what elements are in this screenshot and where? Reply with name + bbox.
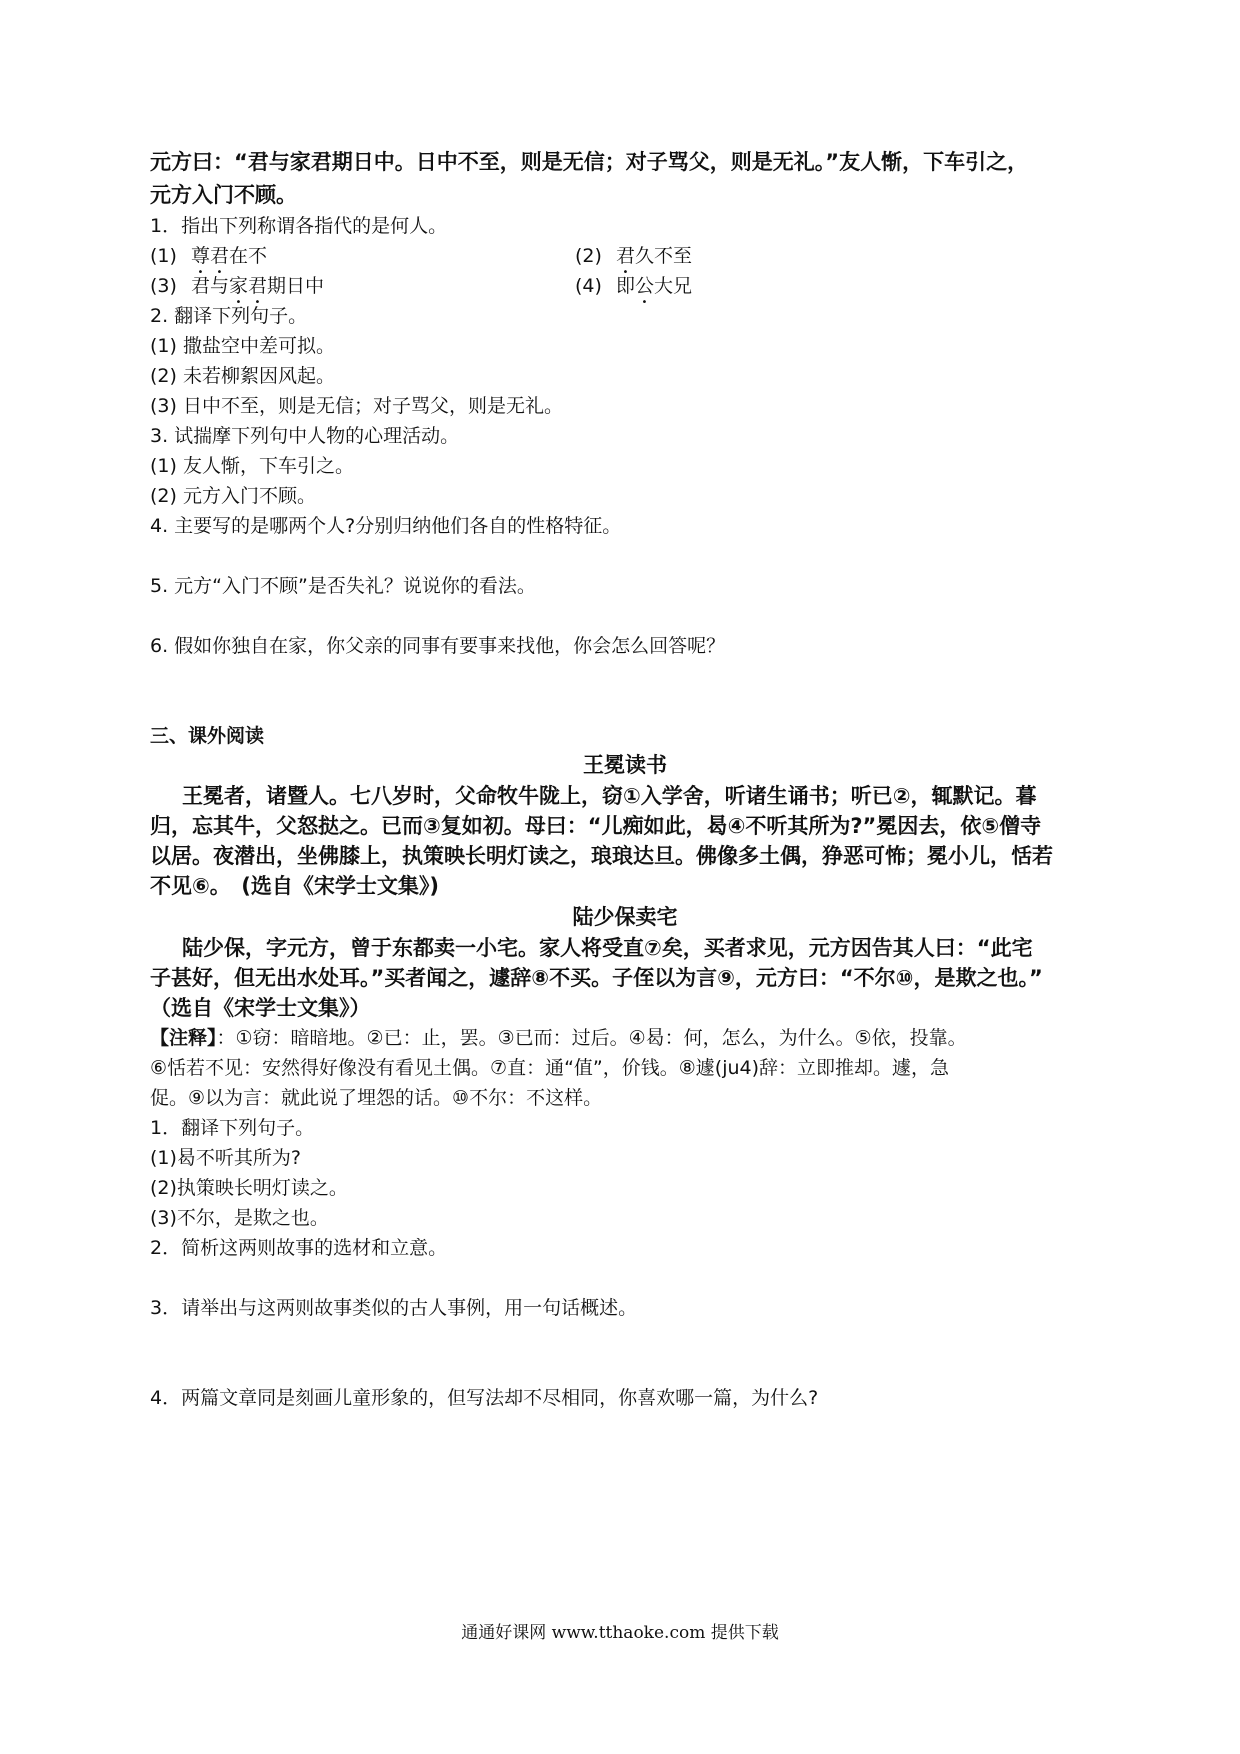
question-title: 4．两篇文章同是刻画儿童形象的，但写法却不尽相同，你喜欢哪一篇，为什么? <box>150 1387 819 1409</box>
notes-label: 【注释】 <box>150 1027 217 1049</box>
q2-item: (2) 未若柳絮因风起。 <box>150 365 335 387</box>
item-text: 在不 <box>228 245 267 267</box>
q2-item: (3) 日中不至，则是无信；对子骂父，则是无礼。 <box>150 395 563 417</box>
notes-text: ：①窃：暗暗地。②已：止，罢。③已而：过后。④曷：何，怎么，为什么。⑤依，投靠。 <box>216 1027 967 1049</box>
q1-item <box>575 244 692 278</box>
q-item: (3)不尔，是欺之也。 <box>150 1207 329 1229</box>
story-line: （选自《宋学士文集》） <box>150 996 371 1020</box>
q1-item <box>575 274 692 308</box>
q-item: (1)曷不听其所为? <box>150 1147 301 1169</box>
story-line: 不见⑥。 (选自《宋学士文集》) <box>150 874 439 898</box>
emphasized-text: 君 <box>615 245 635 267</box>
item-text: 久不至 <box>634 245 692 267</box>
q1-item <box>150 274 324 308</box>
story-line: 王冕者，诸暨人。七八岁时，父命牧牛陇上，窃①入学舍，听诸生诵书；听已②，辄默记。暮 <box>182 784 1037 808</box>
q-item: (2)执策映长明灯读之。 <box>150 1177 348 1199</box>
question-title: 3. 试揣摩下列句中人物的心理活动。 <box>150 425 460 447</box>
story-line: 子甚好，但无出水处耳。”买者闻之，遽辞⑧不买。子侄以为言⑨，元方曰：“不尔⑩，是欺之也。” <box>150 966 1043 990</box>
item-number: (2) <box>575 245 602 267</box>
story-title: 陆少保卖宅 <box>572 905 678 929</box>
emphasized-text: 公 <box>634 275 654 297</box>
story-line: 归，忘其牛，父怒挞之。已而③复如初。母曰：“儿痴如此，曷④不听其所为?”冕因去，依⑤僧寺 <box>150 814 1042 838</box>
item-text: 即 <box>615 275 635 297</box>
question-title: 6. 假如你独自在家，你父亲的同事有要事来找他，你会怎么回答呢？ <box>150 635 726 657</box>
question-title: 5. 元方“入门不顾”是否失礼？说说你的看法。 <box>150 575 536 597</box>
q2-item: (1) 撒盐空中差可拟。 <box>150 335 335 357</box>
question-title: 2．简析这两则故事的选材和立意。 <box>150 1237 448 1259</box>
question-title: 4. 主要写的是哪两个人?分别归纳他们各自的性格特征。 <box>150 515 622 537</box>
item-number: (3) <box>150 275 177 297</box>
question-title: 2. 翻译下列句子。 <box>150 305 308 327</box>
question-title: 3．请举出与这两则故事类似的古人事例，用一句话概述。 <box>150 1297 638 1319</box>
item-text: 君与 <box>190 275 229 297</box>
emphasized-text: 尊君 <box>190 245 229 267</box>
q3-item: (1) 友人惭，下车引之。 <box>150 455 354 477</box>
question-title: 1．翻译下列句子。 <box>150 1117 315 1139</box>
story-line: 以居。夜潜出，坐佛膝上，执策映长明灯读之，琅琅达旦。佛像多土偶，狰恶可怖；冕小儿，恬若 <box>150 844 1053 868</box>
passage-line: 元方入门不顾。 <box>150 183 297 207</box>
notes-line: ⑥恬若不见：安然得好像没有看见土偶。⑦直：通“值”，价钱。⑧遽(ju4)辞：立即推却。遽，急 <box>150 1057 950 1079</box>
item-number: (4) <box>575 275 602 297</box>
item-text: 期日中 <box>267 275 325 297</box>
notes-line: 促。⑨以为言：就此说了埋怨的话。⑩不尔：不这样。 <box>150 1087 603 1109</box>
item-number: (1) <box>150 245 177 267</box>
q1-item <box>150 244 267 278</box>
question-title: 1．指出下列称谓各指代的是何人。 <box>150 215 448 237</box>
story-title: 王冕读书 <box>583 753 667 777</box>
item-text: 大兄 <box>654 275 693 297</box>
emphasized-text: 家君 <box>228 275 267 297</box>
page-footer: 通通好课网 www.tthaoke.com 提供下载 <box>461 1623 779 1643</box>
passage-line: 元方曰：“君与家君期日中。日中不至，则是无信；对子骂父，则是无礼。”友人惭，下车引之， <box>150 150 1029 174</box>
notes-line <box>150 1026 967 1050</box>
q3-item: (2) 元方入门不顾。 <box>150 485 316 507</box>
section-heading: 三、课外阅读 <box>150 725 265 747</box>
story-line: 陆少保，字元方，曾于东都卖一小宅。家人将受直⑦矣，买者求见，元方因告其人曰：“此宅 <box>182 936 1033 960</box>
